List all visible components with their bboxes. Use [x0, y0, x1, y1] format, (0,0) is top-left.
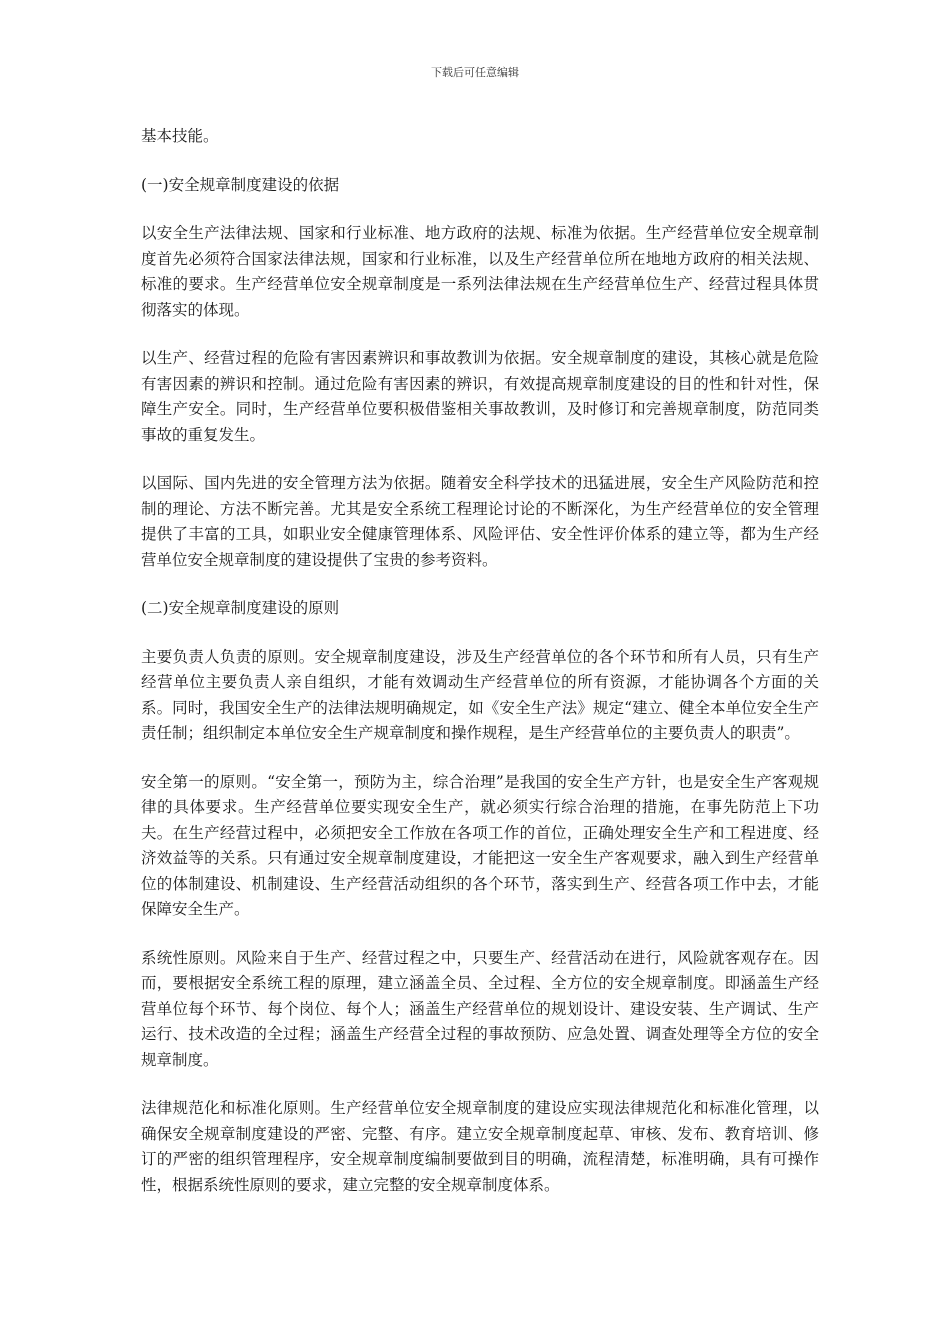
paragraph-safety-first: 安全第一的原则。“安全第一，预防为主，综合治理”是我国的安全生产方针，也是安全生产客观规律的具体要求。生产经营单位要实现安全生产，就必须实行综合治理的措施，在事先防范上下功夫。在生产经营过程中，必须把安全工作放在各项工作的首位，正确处理安全生产和工程进度、经济效益等的关系。只有通过安全规章制度建设，才能把这一安全生产客观要求，融入到生产经营单位的体制建设、机制建设、生产经营活动组织的各个环节，落实到生产、经营各项工作中去，才能保障安全生产。 [141, 772, 819, 918]
intro-paragraph: 基本技能。 [141, 127, 219, 145]
paragraph-hazard-basis: 以生产、经营过程的危险有害因素辨识和事故教训为依据。安全规章制度的建设，其核心就是危险有害因素的辨识和控制。通过危险有害因素的辨识，有效提高规章制度建设的目的性和针对性，保障生产安全。同时，生产经营单位要积极借鉴相关事故教训，及时修订和完善规章制度，防范同类事故的重复发生。 [141, 349, 819, 444]
section-1-heading: (一)安全规章制度建设的依据 [141, 175, 340, 194]
page-header-note: 下载后可任意编辑 [431, 66, 519, 79]
paragraph-principal-responsibility: 主要负责人负责的原则。安全规章制度建设，涉及生产经营单位的各个环节和所有人员，只有生产经营单位主要负责人亲自组织，才能有效调动生产经营单位的所有资源，才能协调各个方面的关系。同时，我国安全生产的法律法规明确规定，如《安全生产法》规定“建立、健全本单位安全生产责任制；组织制定本单位安全生产规章制度和操作规程，是生产经营单位的主要负责人的职责”。 [141, 647, 819, 742]
paragraph-standardization: 法律规范化和标准化原则。生产经营单位安全规章制度的建设应实现法律规范化和标准化管理，以确保安全规章制度建设的严密、完整、有序。建立安全规章制度起草、审核、发布、教育培训、修订的严密的组织管理程序，安全规章制度编制要做到目的明确，流程清楚，标准明确，具有可操作性，根据系统性原则的要求，建立完整的安全规章制度体系。 [141, 1099, 819, 1194]
paragraph-legal-basis: 以安全生产法律法规、国家和行业标准、地方政府的法规、标准为依据。生产经营单位安全规章制度首先必须符合国家法律法规，国家和行业标准，以及生产经营单位所在地地方政府的相关法规、标准的要求。生产经营单位安全规章制度是一系列法律法规在生产经营单位生产、经营过程具体贯彻落实的体现。 [141, 224, 819, 319]
paragraph-management-basis: 以国际、国内先进的安全管理方法为依据。随着安全科学技术的迅猛进展，安全生产风险防范和控制的理论、方法不断完善。尤其是安全系统工程理论讨论的不断深化，为生产经营单位的安全管理提供了丰富的工具，如职业安全健康管理体系、风险评估、安全性评价体系的建立等，都为生产经营单位安全规章制度的建设提供了宝贵的参考资料。 [141, 474, 819, 569]
section-2-heading: (二)安全规章制度建设的原则 [141, 599, 340, 617]
document-body [141, 124, 819, 1221]
paragraph-systematic: 系统性原则。风险来自于生产、经营过程之中，只要生产、经营活动在进行，风险就客观存在。因而，要根据安全系统工程的原理，建立涵盖全员、全过程、全方位的安全规章制度。即涵盖生产经营单位每个环节、每个岗位、每个人；涵盖生产经营单位的规划设计、建设安装、生产调试、生产运行、技术改造的全过程；涵盖生产经营全过程的事故预防、应急处置、调查处理等全方位的安全规章制度。 [141, 948, 819, 1069]
